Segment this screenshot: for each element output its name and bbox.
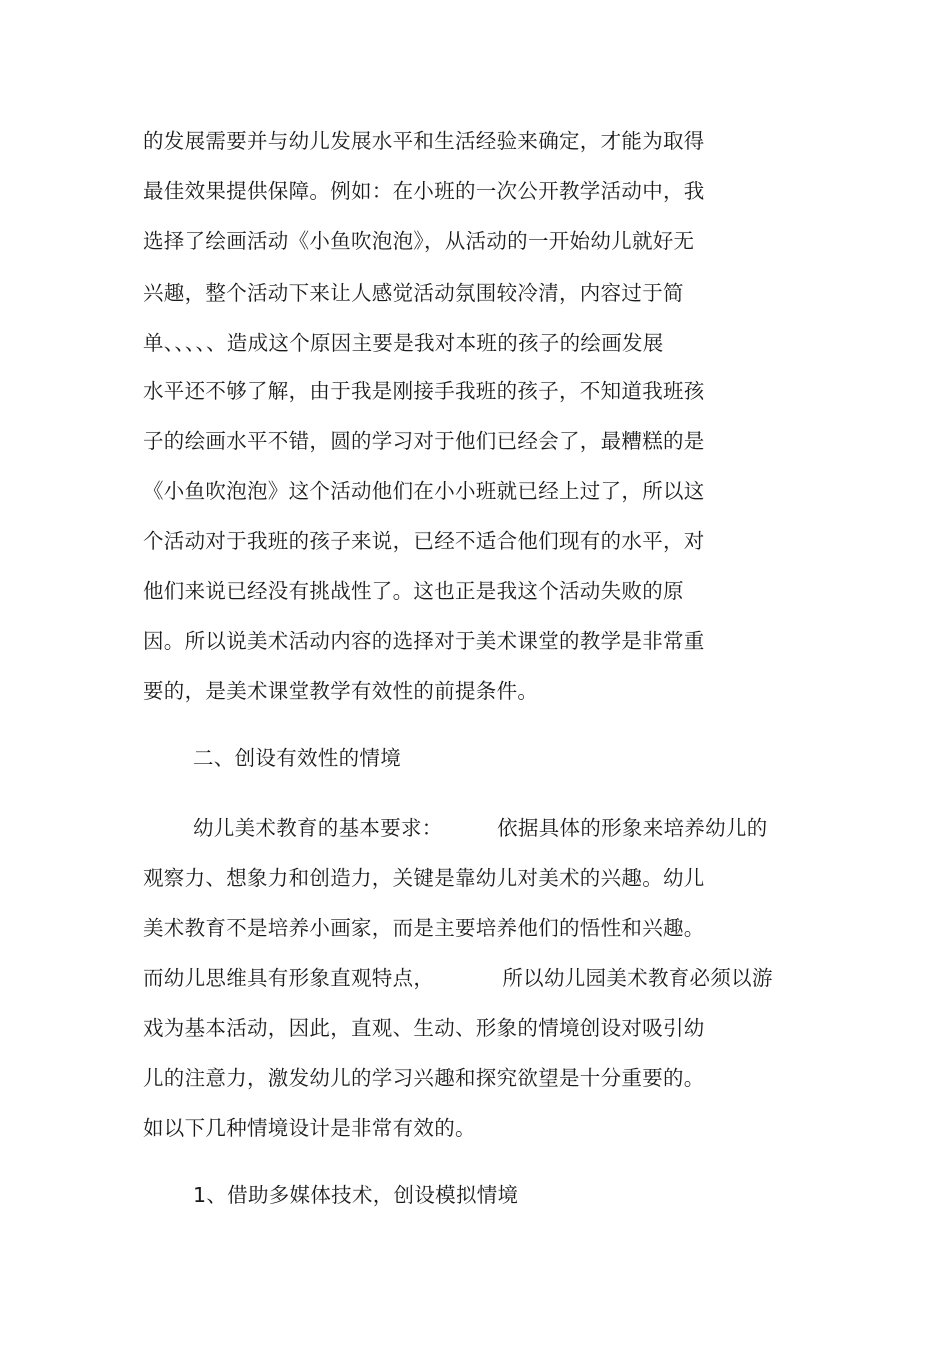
paragraph-line: 美术教育不是培养小画家，而是主要培养他们的悟性和兴趣。 <box>143 916 705 940</box>
section-heading: 二、创设有效性的情境 <box>193 746 401 770</box>
paragraph-line: 观察力、想象力和创造力，关键是靠幼儿对美术的兴趣。幼儿 <box>143 866 705 890</box>
paragraph-line: 戏为基本活动，因此，直观、生动、形象的情境创设对吸引幼 <box>143 1016 705 1040</box>
paragraph-line: 幼儿美术教育的基本要求： 依据具体的形象来培养幼儿的 <box>193 816 768 840</box>
subsection-heading: 1、借助多媒体技术，创设模拟情境 <box>193 1183 519 1207</box>
paragraph-line: 而幼儿思维具有形象直观特点， 所以幼儿园美术教育必须以游 <box>143 966 773 990</box>
paragraph-line: 儿的注意力，激发幼儿的学习兴趣和探究欲望是十分重要的。 <box>143 1066 705 1090</box>
paragraph-line: 水平还不够了解，由于我是刚接手我班的孩子，不知道我班孩 <box>143 379 705 403</box>
paragraph-line: 选择了绘画活动《小鱼吹泡泡》，从活动的一开始幼儿就好无 <box>143 229 695 253</box>
paragraph-line: 最佳效果提供保障。例如：在小班的一次公开教学活动中，我 <box>143 179 705 203</box>
paragraph-line: 子的绘画水平不错，圆的学习对于他们已经会了，最糟糕的是 <box>143 429 705 453</box>
paragraph-line: 个活动对于我班的孩子来说，已经不适合他们现有的水平，对 <box>143 529 705 553</box>
paragraph-line: 要的，是美术课堂教学有效性的前提条件。 <box>143 679 539 703</box>
paragraph-line: 《小鱼吹泡泡》这个活动他们在小小班就已经上过了，所以这 <box>143 479 705 503</box>
paragraph-line: 兴趣，整个活动下来让人感觉活动氛围较冷清，内容过于简 <box>143 281 684 305</box>
paragraph-line: 因。所以说美术活动内容的选择对于美术课堂的教学是非常重 <box>143 629 705 653</box>
paragraph-line: 如以下几种情境设计是非常有效的。 <box>143 1116 476 1140</box>
paragraph-line: 他们来说已经没有挑战性了。这也正是我这个活动失败的原 <box>143 579 684 603</box>
paragraph-line: 单、、、、、造成这个原因主要是我对本班的孩子的绘画发展 <box>143 331 664 355</box>
paragraph-line: 的发展需要并与幼儿发展水平和生活经验来确定，才能为取得 <box>143 129 705 153</box>
